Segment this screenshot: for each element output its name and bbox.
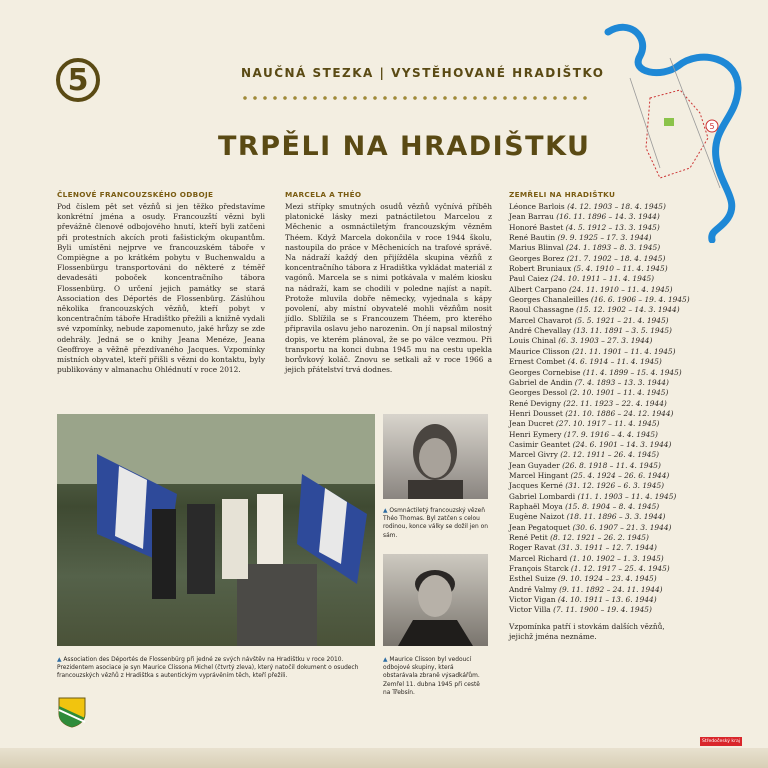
victim-dates: (24. 11. 1910 – 11. 4. 1945) [568,284,673,294]
victim-entry [509,554,684,564]
victim-entry [509,243,684,253]
victim-dates: (4. 12. 1903 – 18. 4. 1945) [567,202,666,211]
victim-name: René Bautin [509,233,556,243]
victim-name: Esthel Suize [509,574,556,584]
victim-name: Ernest Combet [509,357,566,367]
victim-name: René Devigny [509,398,561,408]
victim-dates: (24. 10. 1911 – 11. 4. 1945) [550,274,655,284]
victim-entry [509,502,684,512]
victim-name: Jean Ducret [509,419,554,429]
victim-dates: (22. 11. 1923 – 22. 4. 1944) [563,398,667,408]
victim-dates: (31. 12. 1926 – 6. 3. 1945) [565,481,665,491]
trail-header: NAUČNÁ STEZKA | VYSTĚHOVANÉ HRADIŠTKO [241,66,605,80]
victim-entry [509,295,690,305]
victim-dates: (5. 5. 1921 – 21. 4. 1945) [574,315,669,325]
victim-entry [509,450,684,460]
maurice-clisson-photo [383,554,488,646]
svg-text:5: 5 [709,122,715,131]
victim-name: Gabriel Lombardi [509,491,576,501]
victims-heading: ZEMŘELI NA HRADIŠTKU [509,190,616,199]
stop-number: 5 [67,62,89,98]
victim-name: Louis Chinal [509,336,556,346]
trail-route [646,90,708,178]
map-area [664,118,674,126]
victim-name: Georges Dessol [509,388,568,398]
victim-dates: (24. 1. 1893 – 8. 3. 1945) [566,243,661,253]
victim-entry [509,409,684,419]
victim-dates: (2. 12. 1911 – 26. 4. 1945) [560,450,660,460]
victim-name: Jean Guyader [509,460,560,470]
dotted-divider [240,95,590,101]
victim-name: Casimir Geantet [509,439,571,449]
victim-name: Roger Ravat [509,543,556,553]
memorial-photo-drawing [57,414,375,646]
victim-entry [509,492,684,502]
victim-dates: (9. 9. 1925 – 17. 3. 1944) [557,233,652,243]
victim-name: Eugène Naizot [509,512,565,522]
victim-name: François Starck [509,564,569,574]
theo-caption-text: Osmnáctiletý francouzský vězeň Théo Thomas. Byl zatčen s celou rodinou, konce války se dožil jen on sám. [383,508,489,539]
victim-entry [509,399,684,409]
victim-entry [509,326,684,336]
victim-dates: (13. 11. 1891 – 3. 5. 1945) [573,326,672,336]
victim-dates: (4. 10. 1911 – 13. 6. 1944) [557,595,657,605]
victim-name: Jean Pegatoquet [509,522,571,532]
victim-entry [509,605,684,615]
victim-entry [509,223,684,233]
victim-name: Raphaël Moya [509,501,563,511]
victim-name: Georges Chanaleilles [509,295,589,305]
victim-name: André Valmy [509,584,557,594]
victim-dates: (21. 7. 1902 – 18. 4. 1945) [566,253,666,263]
victim-dates: (4. 6. 1914 – 11. 4. 1945) [567,357,662,367]
theo-caption: ▲ Osmnáctiletý francouzský vězeň Théo Thomas. Byl zatčen s celou rodinou, konce války se dožil jen on sám. [383,508,489,539]
victim-entry [509,233,684,243]
victim-name: Honoré Bastet [509,222,564,232]
victim-entry [509,595,684,605]
victim-dates: (16. 6. 1906 – 19. 4. 1945) [590,295,690,305]
victim-dates: (2. 10. 1901 – 11. 4. 1945) [569,388,669,398]
victim-entry [509,430,684,440]
victim-name: Henri Dousset [509,408,563,418]
victim-dates: (1. 12. 1917 – 25. 4. 1945) [570,564,670,574]
victim-name: Paul Caiez [509,274,549,284]
victim-entry [509,461,684,471]
victim-dates: (17. 9. 1916 – 4. 4. 1945) [563,429,658,439]
stop-number-badge [56,58,100,102]
victim-dates: (8. 12. 1921 – 26. 2. 1945) [550,533,649,542]
victim-entry [509,481,684,491]
victim-entry [509,574,684,584]
coat-of-arms-icon [57,696,87,728]
victim-entry [509,564,684,574]
victim-entry [509,264,684,274]
clisson-caption: ▲ Maurice Clisson byl vedoucí odbojové skupiny, která obstarávala zbraně výsadkářům. Zemřel 11. dubna 1945 při cestě na Třebsín. [383,657,480,696]
victim-name: Georges Cornebise [509,367,581,377]
victim-name: René Petit [509,533,548,542]
victim-dates: (11. 1. 1903 – 11. 4. 1945) [577,491,677,501]
victims-list [509,202,690,616]
victim-dates: (15. 12. 1902 – 14. 3. 1944) [576,305,680,315]
victim-name: Léonce Barlois [509,202,565,211]
victim-entry [509,336,684,346]
resistance-text: Pod číslem pět set vězňů si jen těžko představíme konkrétní jména a osudy. Francouzští vězni byli převážně členové odbojového hnutí, kteří byli zatčeni při protestních akcích proti fašistickým okupantům. Byli umístěni nejprve ve francouzském táboře v Compiègne a po krátkém pobytu v Buchenwaldu a Flossenbürgu transportováni do některé z téměř devadesáti poboček koncentračního tábora Flossenbürg. O určení jejich památky se stará Association des Déportés de Flossenbürg. Záslúhou několika francouzských vězňů, kteří pobyt v koncentračním táboře Hradištko přežili a knižně vydali své vzpomínky, nebude zapomenuto, jaké hrůzy se zde odehrály. Jedná se o knihy Jeana Menéze, Jeana Geoffroye a věžně přezdívaného Jacques. Vzpomínky místních obyvatel, kteří přišli s vězni do kontaktu, byly publikovány v almanachu Ohlédnutí v roce 2012. [57,202,265,375]
victim-entry [509,357,684,367]
victim-entry [509,305,684,315]
victim-name: Georges Borez [509,253,565,263]
victim-dates: (31. 3. 1911 – 12. 7. 1944) [558,543,657,553]
victim-name: Marcel Givry [509,450,558,460]
region-badge: Středočeský kraj [701,739,741,744]
clisson-caption-text: Maurice Clisson byl vedoucí odbojové skupiny, která obstarávala zbraně výsadkářům. Zemřel 11. dubna 1945 při cestě na Třebsín. [383,657,480,696]
victim-name: Marcel Hingant [509,470,569,480]
victim-entry [509,533,684,543]
victim-dates: (1. 10. 1902 – 1. 3. 1945) [569,553,664,563]
marcela-heading: MARCELA A THÉO [285,190,362,199]
victim-dates: (26. 8. 1918 – 11. 4. 1945) [562,460,661,470]
column-marcela-theo [285,190,492,375]
victim-entry [509,471,684,481]
victim-name: Marcel Chavarot [509,315,573,325]
memorial-caption-text: Association des Déportés de Flossenbürg při jedné ze svých návštěv na Hradištku v roce 2010. Prezidentem asociace je syn Maurice Clissona Michel (čtvrtý zleva), který natočil dokument o osudech francouzských vězňů z Hradištka s autentickým vyprávěním těch, kteří přežili. [57,657,359,680]
memorial-photo [57,414,375,646]
victim-entry [509,347,684,357]
victim-entry [509,274,684,284]
victim-name: André Chevallay [509,326,571,336]
victim-name: Marcel Richard [509,553,568,563]
victim-name: Raoul Chassagne [509,305,574,315]
victim-name: Henri Eymery [509,429,562,439]
victim-dates: (21. 10. 1886 – 24. 12. 1944) [565,408,674,418]
column-resistance [57,190,265,375]
victim-entry [509,254,684,264]
theo-portrait [383,414,488,499]
victim-name: Robert Bruniaux [509,264,572,274]
page-title: TRPĚLI NA HRADIŠTKU [218,131,591,162]
victim-dates: (25. 4. 1924 – 26. 6. 1944) [570,470,670,480]
victim-entry [509,440,684,450]
victim-dates: (7. 11. 1900 – 19. 4. 1945) [553,605,652,615]
victim-dates: (5. 4. 1910 – 11. 4. 1945) [573,264,668,274]
bottom-band [0,748,768,768]
victim-entry [509,523,684,533]
victim-name: Jean Barrau [509,212,554,222]
victim-name: Albert Carpano [509,284,567,294]
victim-entry [509,378,684,388]
victim-name: Jacques Kerné [509,481,563,491]
victim-name: Maurice Clisson [509,346,570,356]
victim-dates: (9. 11. 1892 – 24. 11. 1944) [559,584,663,594]
victim-dates: (16. 11. 1896 – 14. 3. 1944) [556,212,660,222]
victim-dates: (15. 8. 1904 – 8. 4. 1945) [565,501,660,511]
theo-thomas-photo [383,414,488,499]
victim-dates: (21. 11. 1901 – 11. 4. 1945) [572,346,676,356]
victim-entry [509,419,684,429]
victim-name: Victor Villa [509,605,551,615]
victim-dates: (4. 5. 1912 – 13. 3. 1945) [565,222,660,232]
victim-entry [509,368,684,378]
victim-dates: (11. 4. 1899 – 15. 4. 1945) [582,367,682,377]
victim-dates: (9. 10. 1924 – 23. 4. 1945) [557,574,657,584]
victim-entry [509,285,684,295]
clisson-portrait [383,554,488,646]
victim-entry [509,512,684,522]
victim-dates: (6. 3. 1903 – 27. 3. 1944) [558,336,653,346]
victim-entry [509,202,684,212]
victim-entry [509,543,684,553]
victim-entry [509,212,684,222]
victim-dates: (7. 4. 1893 – 13. 3. 1944) [574,377,669,387]
marcela-text: Mezi střípky smutných osudů vězňů vyčnívá příběh platonické lásky mezi patnáctiletou Marcelou z Měchenic a osmnáctiletým francouzským vězněm Théem. Když Marcela dokončila v roce 1944 školu, nastoupila do práce v Měchenicích na trafové správě. Na nádraží každý den přijížděla skupina vězňů z koncentračního tábora z Hradištka vykládat materiál z vagónů. Marcela se s nimi potkávala v malém kiosku na nádraží, kam se chodili v poledne najíst a napít. Protože mluvila dobře německy, vyjednala s kápy povolení, aby místní obyvatelé mohli vězňům nosit jídlo. Sblížila se s Francouzem Théem, pro kterého připravila oslavu jeho narozenin. On jí napsal milostný dopis, ve kterém plánoval, že se po válce vezmou. Při transportu na konci dubna 1945 mu na cestu upekla borůvkový koláč. Znovu se setkali až v roce 1966 a jejich přátelství trvá dodnes. [285,202,492,375]
victim-dates: (18. 11. 1896 – 3. 3. 1944) [566,512,666,522]
victim-entry [509,316,684,326]
victim-name: Marius Blinval [509,243,564,253]
resistance-heading: ČLENOVÉ FRANCOUZSKÉHO ODBOJE [57,190,214,199]
victims-closing: Vzpomínka patří i stovkám dalších vězňů, jejichž jména neznáme. [509,621,665,642]
memorial-caption: ▲ Association des Déportés de Flossenbürg při jedné ze svých návštěv na Hradištku v roce 2010. Prezidentem asociace je syn Maurice Clissona Michel (čtvrtý zleva), který natočil dokument o osudech francouzských vězňů z Hradištka s autentickým vyprávěním těch, kteří přežili. [57,657,359,680]
victim-dates: (30. 6. 1907 – 21. 3. 1944) [572,522,672,532]
victim-name: Victor Vigan [509,595,556,605]
victim-dates: (24. 6. 1901 – 14. 3. 1944) [572,439,672,449]
victim-entry [509,585,684,595]
column-victims [509,190,690,642]
victim-name: Gabriel de Andin [509,377,573,387]
victim-dates: (27. 10. 1917 – 11. 4. 1945) [555,419,660,429]
victim-entry [509,388,684,398]
